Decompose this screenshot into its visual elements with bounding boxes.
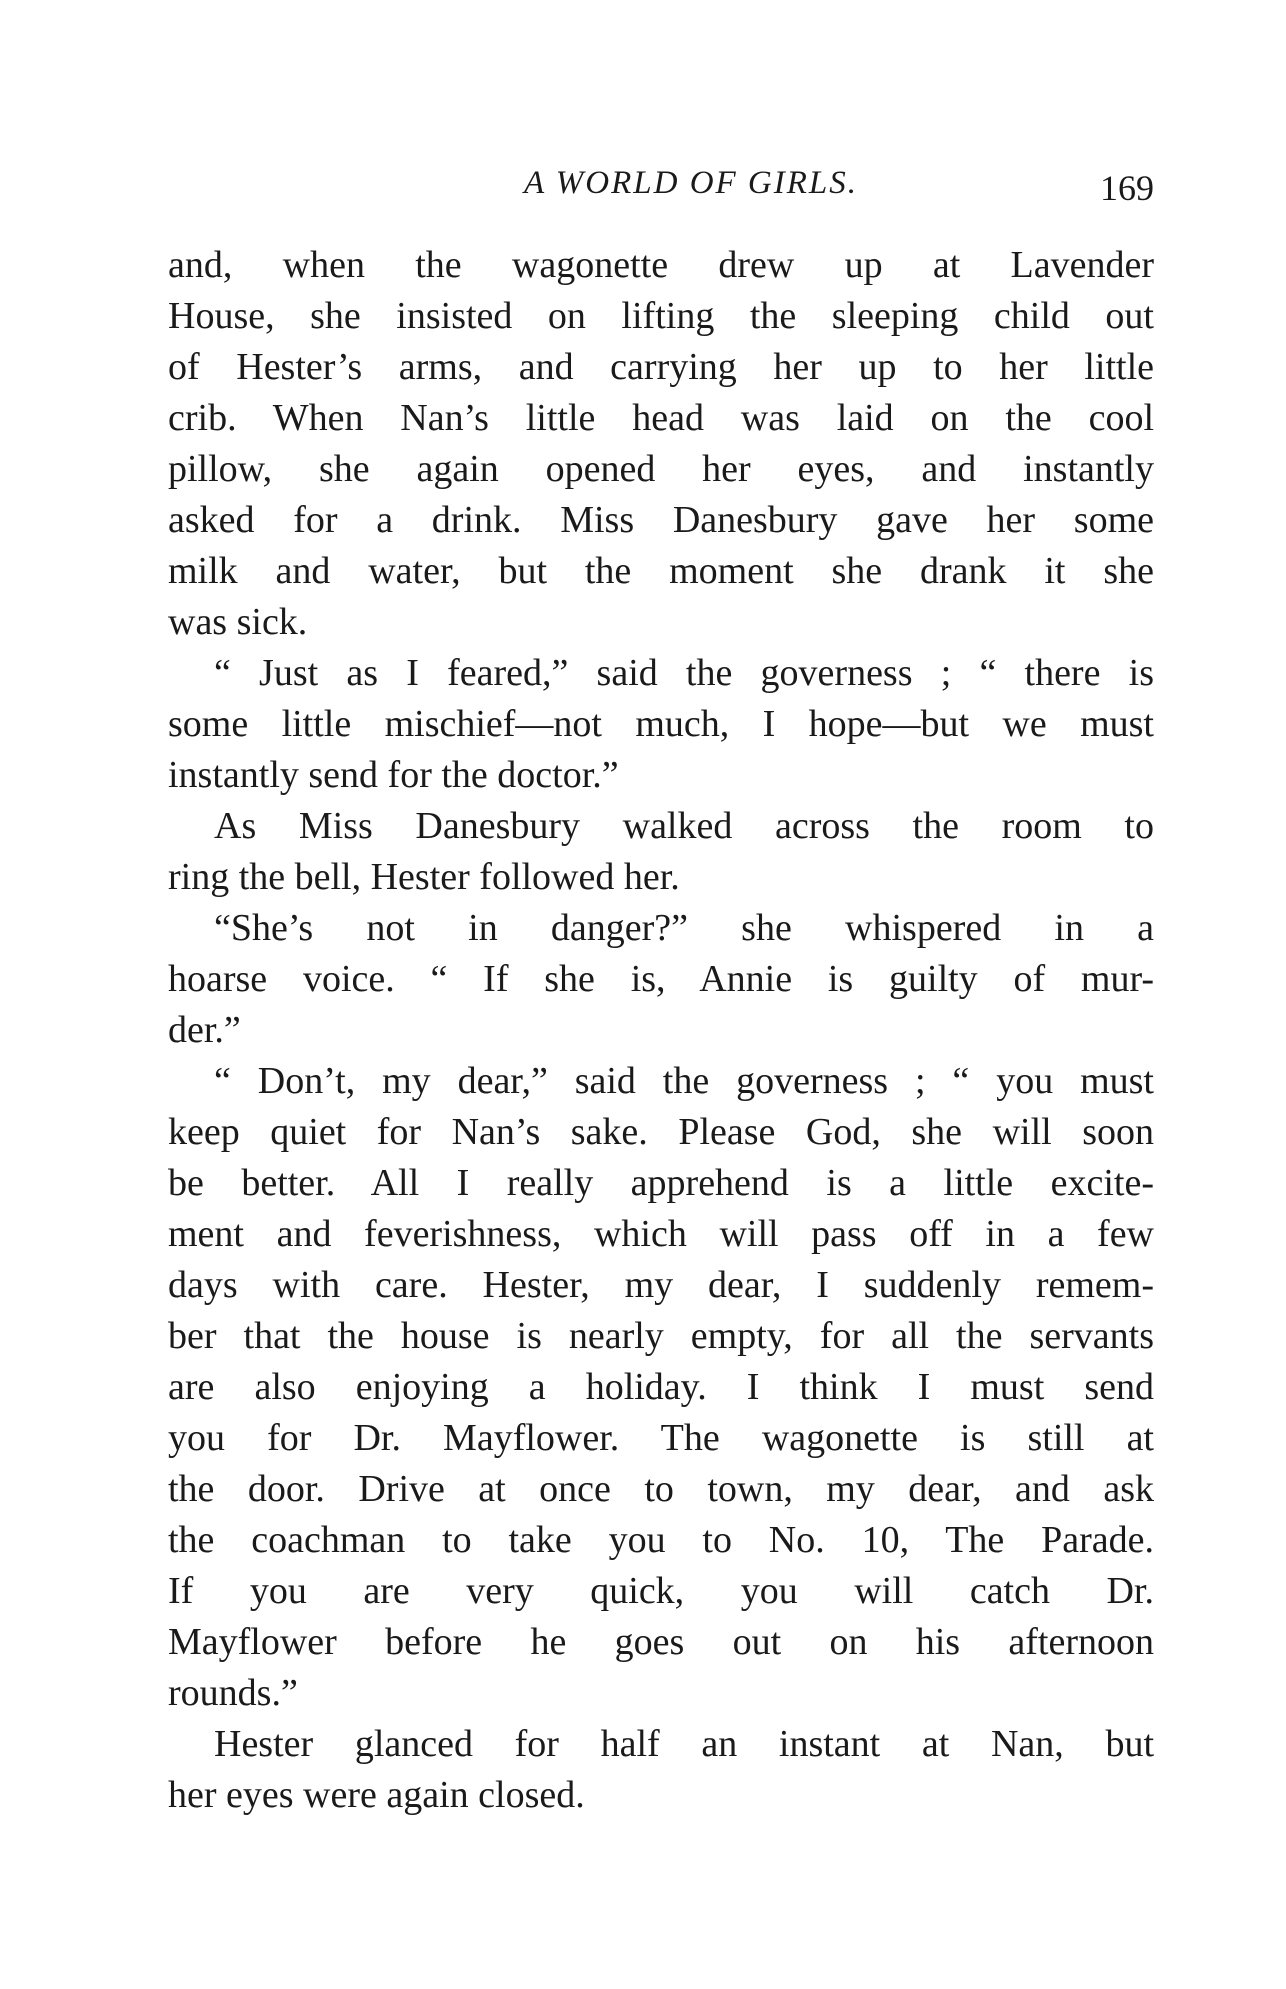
text-line: keep quiet for Nan’s sake. Please God, she will soon: [168, 1111, 1154, 1153]
text-line: Hester glanced for half an instant at Nan, but: [214, 1723, 1154, 1765]
text-line: If you are very quick, you will catch Dr.: [168, 1570, 1154, 1612]
text-line: ber that the house is nearly empty, for all the servants: [168, 1315, 1154, 1357]
text-line: “She’s not in danger?” she whispered in a: [214, 907, 1154, 949]
text-line: and, when the wagonette drew up at Lavender: [168, 244, 1154, 286]
text-line: “ Don’t, my dear,” said the governess ; “ you must: [214, 1060, 1154, 1102]
running-head: [168, 165, 1154, 215]
text-line: instantly send for the doctor.”: [168, 754, 619, 796]
text-line: Mayflower before he goes out on his afternoon: [168, 1621, 1154, 1663]
text-line: As Miss Danesbury walked across the room to: [214, 805, 1154, 847]
page-number: 169: [1100, 168, 1154, 208]
text-line: hoarse voice. “ If she is, Annie is guilty of mur-: [168, 958, 1154, 1000]
text-line: House, she insisted on lifting the sleeping child out: [168, 295, 1154, 337]
text-line: her eyes were again closed.: [168, 1774, 585, 1816]
text-line: pillow, she again opened her eyes, and instantly: [168, 448, 1154, 490]
text-line: ment and feverishness, which will pass off in a few: [168, 1213, 1154, 1255]
text-line: of Hester’s arms, and carrying her up to her little: [168, 346, 1154, 388]
text-line: the door. Drive at once to town, my dear, and ask: [168, 1468, 1154, 1510]
text-line: you for Dr. Mayflower. The wagonette is still at: [168, 1417, 1154, 1459]
text-line: “ Just as I feared,” said the governess ; “ there is: [214, 652, 1154, 694]
text-line: some little mischief—not much, I hope—but we must: [168, 703, 1154, 745]
text-line: crib. When Nan’s little head was laid on the cool: [168, 397, 1154, 439]
text-line: rounds.”: [168, 1672, 298, 1714]
text-line: milk and water, but the moment she drank it she: [168, 550, 1154, 592]
text-line: was sick.: [168, 601, 308, 643]
body-text: [168, 240, 1154, 1821]
text-line: be better. All I really apprehend is a little excite-: [168, 1162, 1154, 1204]
text-line: days with care. Hester, my dear, I suddenly remem-: [168, 1264, 1154, 1306]
text-line: der.”: [168, 1009, 241, 1051]
text-line: ring the bell, Hester followed her.: [168, 856, 680, 898]
text-line: asked for a drink. Miss Danesbury gave her some: [168, 499, 1154, 541]
running-title: A WORLD OF GIRLS.: [523, 165, 859, 201]
text-line: are also enjoying a holiday. I think I must send: [168, 1366, 1154, 1408]
text-line: the coachman to take you to No. 10, The Parade.: [168, 1519, 1154, 1561]
